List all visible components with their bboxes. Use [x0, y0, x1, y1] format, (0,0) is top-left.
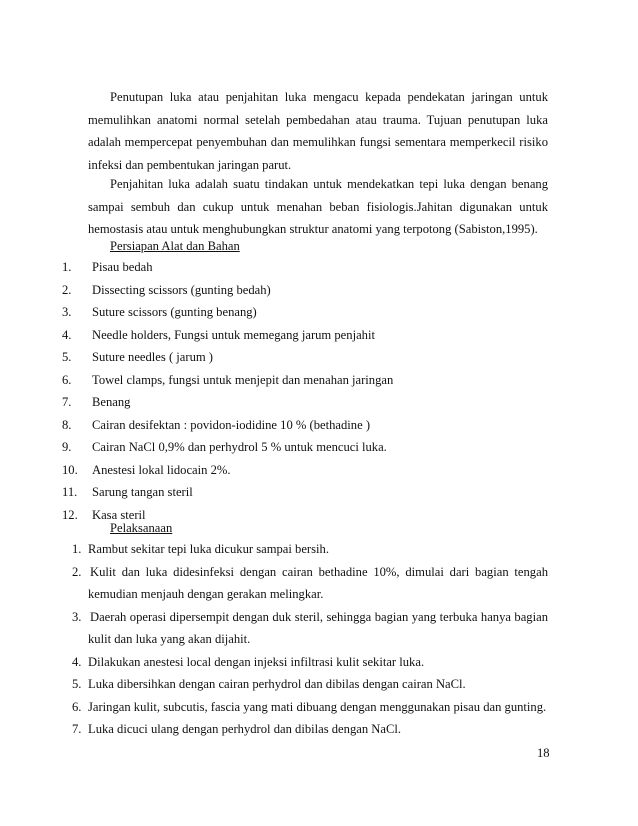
list-number: 9. — [62, 440, 72, 454]
list-number: 4. — [72, 654, 82, 669]
list-text: Jaringan kulit, subcutis, fascia yang mati dibuang dengan menggunakan pisau dan gunting. — [88, 699, 547, 714]
list-number: 3. — [62, 305, 72, 319]
list-item — [0, 696, 548, 719]
intro-paragraph-1 — [88, 86, 548, 176]
list-text: Cairan desifektan : povidon-iodidine 10 % (bethadine ) — [92, 417, 371, 432]
list-text: Sarung tangan steril — [92, 485, 193, 499]
list-item — [0, 561, 548, 606]
intro-paragraph-2 — [88, 173, 548, 241]
intro-paragraph-1-text: Penutupan luka atau penjahitan luka mengacu kepada pendekatan jaringan untuk memulihkan anatomi normal setelah pembedahan atau trauma. Tujuan penutupan luka adalah mempercepat penyembuhan dan memulihkan fungsi sementara memperkecil risiko infeksi dan pembentukan jaringan parut. — [88, 90, 548, 172]
list-number: 7. — [72, 722, 82, 736]
list-number: 12. — [62, 507, 78, 522]
list-number: 8. — [62, 417, 72, 432]
list-number: 5. — [72, 677, 82, 691]
list-item — [0, 718, 548, 741]
list-number: 5. — [62, 350, 72, 364]
list-text: Cairan NaCl 0,9% dan perhydrol 5 % untuk mencuci luka. — [92, 440, 387, 454]
list-item — [0, 651, 548, 674]
list-text: Luka dibersihkan dengan cairan perhydrol dan dibilas dengan cairan NaCl. — [88, 677, 466, 691]
list-number: 7. — [62, 395, 72, 409]
list-text: Benang — [92, 395, 131, 409]
page-number: 18 — [537, 746, 550, 760]
list-number: 2. — [62, 282, 72, 297]
list-number: 6. — [72, 699, 82, 714]
intro-paragraph-2-text: Penjahitan luka adalah suatu tindakan untuk mendekatkan tepi luka dengan benang sampai sembuh dan cukup untuk menahan beban fisiologis.Jahitan digunakan untuk hemostasis atau untuk menghubungkan struktur anatomi yang terpotong (Sabiston,1995). — [88, 177, 548, 236]
list-number: 1. — [62, 260, 72, 274]
steps-heading: Pelaksanaan — [110, 521, 173, 535]
list-item — [0, 606, 548, 651]
list-item — [0, 673, 548, 696]
list-number: 2. — [72, 564, 82, 579]
list-text: Luka dicuci ulang dengan perhydrol dan dibilas dengan NaCl. — [88, 722, 402, 736]
list-item — [0, 538, 548, 561]
list-text: Daerah operasi dipersempit dengan duk steril, sehingga bagian yang terbuka hanya bagian kulit dan luka yang akan dijahit. — [88, 609, 548, 646]
list-number: 1. — [72, 542, 82, 556]
list-number: 11. — [62, 485, 78, 499]
list-number: 3. — [72, 609, 82, 624]
list-number: 10. — [62, 462, 78, 477]
tools-heading: Persiapan Alat dan Bahan — [110, 239, 240, 253]
list-text: Needle holders, Fungsi untuk memegang jarum penjahit — [92, 327, 375, 342]
list-text: Towel clamps, fungsi untuk menjepit dan menahan jaringan — [92, 372, 394, 387]
list-number: 4. — [62, 327, 72, 342]
list-text: Suture scissors (gunting benang) — [92, 305, 257, 319]
list-text: Suture needles ( jarum ) — [92, 350, 213, 364]
list-text: Dilakukan anestesi local dengan injeksi infiltrasi kulit sekitar luka. — [88, 654, 425, 669]
list-text: Kasa steril — [92, 507, 146, 522]
list-text: Rambut sekitar tepi luka dicukur sampai bersih. — [88, 542, 329, 556]
list-number: 6. — [62, 372, 72, 387]
list-text: Dissecting scissors (gunting bedah) — [92, 282, 271, 297]
list-text: Pisau bedah — [92, 260, 153, 274]
list-text: Kulit dan luka didesinfeksi dengan cairan bethadine 10%, dimulai dari bagian tengah kemudian menjauh dengan gerakan melingkar. — [88, 564, 548, 601]
list-text: Anestesi lokal lidocain 2%. — [92, 462, 231, 477]
steps-list — [0, 538, 548, 741]
